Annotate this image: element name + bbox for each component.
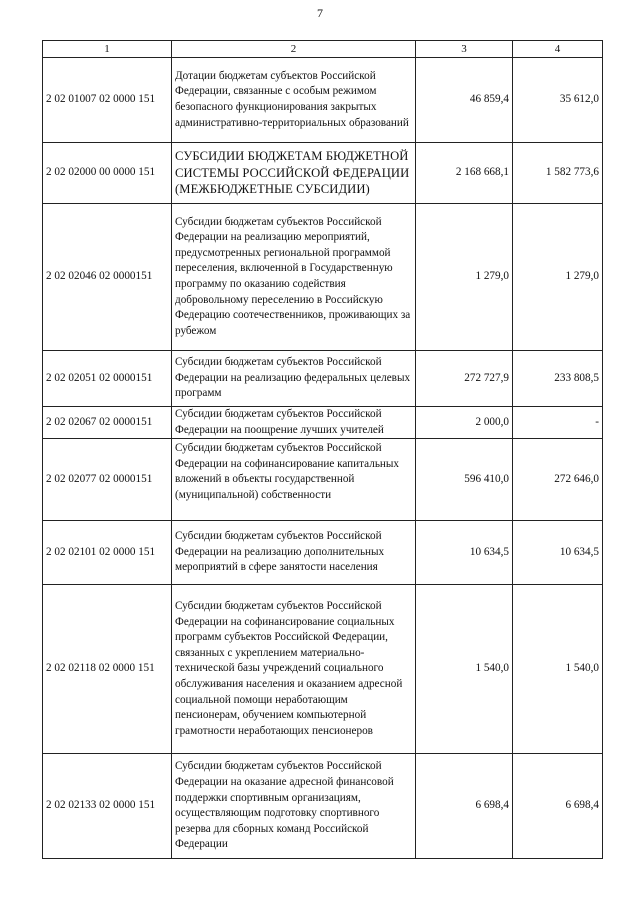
row-code: 2 02 01007 02 0000 151 xyxy=(43,58,172,143)
row-name: Субсидии бюджетам субъектов Российской Федерации на реализацию мероприятий, предусмотренных региональной программой переселения, включенной в Государственную программу по оказанию содействия добровольному переселению в Российскую Федерацию соотечественников, проживающих за рубежом xyxy=(172,204,416,351)
row-value-4: 10 634,5 xyxy=(513,521,603,585)
row-value-3: 1 540,0 xyxy=(416,585,513,754)
row-name: Субсидии бюджетам субъектов Российской Федерации на софинансирование капитальных вложений в объекты государственной (муниципальной) собственности xyxy=(172,439,416,521)
row-name: Дотации бюджетам субъектов Российской Федерации, связанные с особым режимом безопасного функционирования закрытых административно-территориальных образований xyxy=(172,58,416,143)
row-code: 2 02 02101 02 0000 151 xyxy=(43,521,172,585)
row-name: Субсидии бюджетам субъектов Российской Федерации на реализацию дополнительных мероприятий в сфере занятости населения xyxy=(172,521,416,585)
row-value-4: 35 612,0 xyxy=(513,58,603,143)
row-value-3: 10 634,5 xyxy=(416,521,513,585)
column-header-2: 2 xyxy=(172,41,416,58)
row-value-3: 6 698,4 xyxy=(416,754,513,859)
row-name: Субсидии бюджетам субъектов Российской Федерации на реализацию федеральных целевых программ xyxy=(172,351,416,407)
row-value-4: 233 808,5 xyxy=(513,351,603,407)
row-value-3: 2 168 668,1 xyxy=(416,143,513,204)
table-row xyxy=(43,204,603,351)
row-value-3: 46 859,4 xyxy=(416,58,513,143)
column-header-3: 3 xyxy=(416,41,513,58)
table-row xyxy=(43,754,603,859)
table-row xyxy=(43,351,603,407)
row-code: 2 02 02000 00 0000 151 xyxy=(43,143,172,204)
column-header-1: 1 xyxy=(43,41,172,58)
table-row xyxy=(43,407,603,439)
row-name: Субсидии бюджетам субъектов Российской Федерации на софинансирование социальных программ субъектов Российской Федерации, связанных с укреплением материально-технической базы учреждений социального обслуживания населения и оказанием адресной социальной помощи неработающим пенсионерам, обучением компьютерной грамотности неработающих пенсионеров xyxy=(172,585,416,754)
row-value-4: 1 279,0 xyxy=(513,204,603,351)
row-value-4: 272 646,0 xyxy=(513,439,603,521)
row-code: 2 02 02133 02 0000 151 xyxy=(43,754,172,859)
row-code: 2 02 02077 02 0000151 xyxy=(43,439,172,521)
row-value-3: 2 000,0 xyxy=(416,407,513,439)
row-name: Субсидии бюджетам субъектов Российской Федерации на оказание адресной финансовой поддержки спортивным организациям, осуществляющим подготовку спортивного резерва для сборных команд Российской Федерации xyxy=(172,754,416,859)
row-code: 2 02 02046 02 0000151 xyxy=(43,204,172,351)
table-row xyxy=(43,439,603,521)
row-value-3: 272 727,9 xyxy=(416,351,513,407)
table-row xyxy=(43,58,603,143)
row-value-4: - xyxy=(513,407,603,439)
row-name: Субсидии бюджетам субъектов Российской Федерации на поощрение лучших учителей xyxy=(172,407,416,439)
row-value-4: 6 698,4 xyxy=(513,754,603,859)
row-value-3: 596 410,0 xyxy=(416,439,513,521)
budget-table xyxy=(42,40,603,859)
row-code: 2 02 02067 02 0000151 xyxy=(43,407,172,439)
row-value-4: 1 582 773,6 xyxy=(513,143,603,204)
table-row xyxy=(43,143,603,204)
row-code: 2 02 02051 02 0000151 xyxy=(43,351,172,407)
table-header-row xyxy=(43,41,603,58)
column-header-4: 4 xyxy=(513,41,603,58)
row-value-4: 1 540,0 xyxy=(513,585,603,754)
table-row xyxy=(43,521,603,585)
row-name: СУБСИДИИ БЮДЖЕТАМ БЮДЖЕТНОЙ СИСТЕМЫ РОССИЙСКОЙ ФЕДЕРАЦИИ (МЕЖБЮДЖЕТНЫЕ СУБСИДИИ) xyxy=(172,143,416,204)
page-number: 7 xyxy=(317,6,323,20)
row-code: 2 02 02118 02 0000 151 xyxy=(43,585,172,754)
row-value-3: 1 279,0 xyxy=(416,204,513,351)
table-row xyxy=(43,585,603,754)
